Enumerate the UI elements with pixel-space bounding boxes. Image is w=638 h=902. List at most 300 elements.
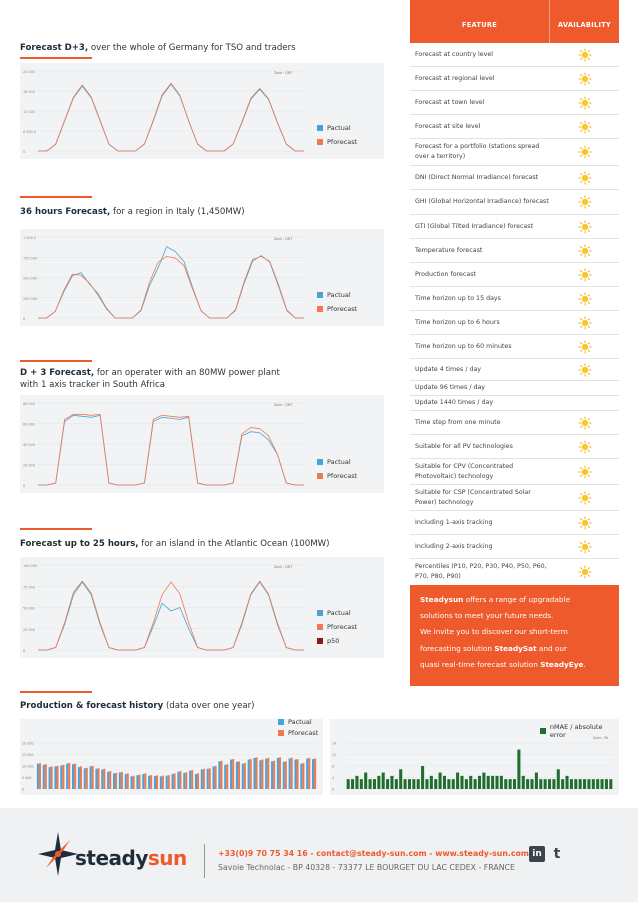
availability-cell [550,287,619,310]
bar [168,775,170,789]
bar [74,764,76,789]
legend-label: Pactual [327,291,351,299]
table-row [410,359,619,381]
bar [399,769,402,789]
legend-swatch [278,719,284,725]
legend-item [317,455,357,469]
bar [179,771,181,789]
bar [119,772,121,789]
bar [482,773,485,789]
table-row [410,535,619,559]
sun-icon [578,72,592,86]
bar [238,761,240,789]
feature-label: GTI (Global Tilted Irradiance) forecast [415,222,534,230]
legend-label: Pactual [327,124,351,132]
bar [160,776,162,789]
table-row [410,559,619,586]
bar [347,779,350,789]
availability-cell [550,166,619,189]
legend-swatch [317,139,323,145]
sun-icon [578,244,592,258]
feature-label: Forecast at town level [415,98,485,106]
bar [45,764,47,789]
bar [596,779,599,789]
availability-cell [550,411,619,434]
section-rule [20,360,92,362]
bar [306,759,308,789]
twitter-icon[interactable]: t [553,846,561,862]
legend-label: Pforecast [288,728,319,737]
legend-item [317,121,357,135]
bar [434,779,437,789]
y-tick-label: 0 [23,484,26,488]
bar [552,779,555,789]
feature-label: Update 96 times / day [415,384,486,391]
steadysun-logo-icon [38,832,78,876]
chart-island [20,557,384,658]
bar [220,761,222,789]
linkedin-icon[interactable]: in [529,846,545,862]
timezone-label: Zone : GMT [274,403,293,407]
bar [355,776,358,789]
availability-cell [550,335,619,358]
sun-icon [578,48,592,62]
bar [570,779,573,789]
legend-label: Pforecast [327,305,358,313]
bar [256,757,258,789]
bar [487,776,490,789]
bar [72,764,74,789]
table-row [410,287,619,311]
bar [166,776,168,789]
table-row [410,396,619,411]
y-tick-label: 0 [22,787,25,792]
bar [491,776,494,789]
section-rule [20,196,92,198]
bar [267,758,269,789]
bar [504,779,507,789]
bar [203,769,205,789]
feature-label: Temperature forecast [415,246,483,254]
availability-cell [550,511,619,534]
bar [417,779,420,789]
bar [259,760,261,789]
bar [92,766,94,789]
sun-icon [578,340,592,354]
bar [452,779,455,789]
bar [136,775,138,789]
steadysun-logo: steadysun [75,846,187,870]
timezone-label: Zone : GMT [274,565,293,569]
table-row [410,335,619,359]
bar [68,763,70,789]
bar [144,773,146,789]
bar [369,779,372,789]
legend-item [317,302,357,316]
bar [185,772,187,789]
section-rule [20,691,92,693]
y-tick-label: 20 000 [23,463,35,468]
chart-south-africa [20,395,384,493]
y-tick-label: 12 000 [23,110,35,114]
bar [66,764,68,789]
legend-label: Pforecast [327,138,358,146]
sun-icon [578,416,592,430]
chart-legend [317,121,357,149]
bar [162,776,164,789]
bar [201,769,203,789]
bar [609,779,612,789]
series-line-pforecast [38,256,304,318]
table-row [410,311,619,335]
legend-item [317,135,357,149]
availability-cell [550,359,619,380]
bar [209,768,211,789]
feature-label: Suitable for all PV technologies [415,442,513,450]
bar [412,779,415,789]
bar [509,779,512,789]
table-row [410,459,619,485]
feature-label: Forecast for a portfolio (stations spread over a territory) [415,143,540,160]
bar [156,775,158,789]
bar [605,779,608,789]
bar [579,779,582,789]
y-tick-label: 75 000 [23,585,35,590]
bar [107,772,109,789]
series-line-pforecast [38,414,304,485]
availability-cell [550,215,619,238]
bar [300,764,302,789]
bar [125,774,127,789]
table-row [410,239,619,263]
footer-contact[interactable]: +33(0)9 70 75 34 16 - contact@steady-sun.com - www.steady-sun.com [218,849,529,858]
bar [133,776,135,789]
sun-icon [578,96,592,110]
availability-cell [550,381,619,395]
bar [456,773,459,789]
y-tick-label: 20 000 [22,741,34,746]
chart-legend [317,455,357,483]
bar [56,766,58,789]
chart-history-nmae [330,719,619,795]
legend-item [317,606,357,620]
y-tick-label: 18 000 [23,90,35,94]
y-tick-label: 12 [332,753,337,757]
y-tick-label: 5 000 [22,776,32,780]
bar [535,773,538,789]
sun-icon [578,440,592,454]
bar [80,766,82,789]
legend-swatch [317,473,323,479]
footer-divider [204,844,205,878]
sun-icon [578,465,592,479]
chart-italy [20,229,384,326]
bar [191,770,193,789]
bar [404,779,407,789]
bar [439,773,442,789]
availability-cell [550,559,619,585]
bar [469,776,472,789]
bar [39,763,41,789]
chart-legend [317,606,357,648]
feature-label: Time horizon up to 6 hours [415,318,500,326]
legend-item [317,634,357,648]
bar [495,776,498,789]
availability-cell [550,263,619,286]
bar [150,775,152,789]
y-tick-label: 8 [332,764,335,769]
series-line-pactual [38,582,304,650]
chart-legend [278,716,318,738]
y-tick-label: 50 000 [23,606,35,611]
bar [232,759,234,789]
section-title-germany: Forecast D+3, over the whole of Germany for TSO and traders [20,43,296,53]
footer [0,808,638,902]
bar [425,779,428,789]
bar [224,765,226,789]
y-tick-label: 500 000 [23,276,38,281]
bar [279,757,281,789]
bar [443,776,446,789]
feature-label: Forecast at regional level [415,74,495,82]
bar [308,758,310,789]
bar [248,760,250,789]
timezone-label: Zone : GMT [274,71,293,75]
bar [142,774,144,789]
bar [587,779,590,789]
legend-label: Pactual [327,458,351,466]
bar [236,762,238,789]
bar [177,772,179,789]
legend-item [278,727,318,738]
bar [113,773,115,789]
bar [297,759,299,789]
bar [226,764,228,789]
table-row [410,43,619,67]
bar [351,779,354,789]
y-tick-label: 25 000 [23,627,35,632]
availability-cell [550,115,619,138]
legend-item [278,716,318,727]
availability-cell [550,91,619,114]
y-tick-label: 100 000 [23,564,38,568]
feature-label: Time horizon up to 60 minutes [415,342,512,350]
promo-box: Steadysun offers a range of upgradable solutions to meet your future needs. We invite you to discover our short-term forecasting solution SteadySat and our quasi real-time forecast solution SteadyEye. [410,585,619,686]
feature-label: Production forecast [415,270,476,278]
y-tick-label: 24 000 [23,70,35,74]
availability-cell [550,67,619,90]
bar [291,758,293,789]
bar [360,779,363,789]
legend-label: Pactual [327,609,351,617]
series-line-pactual [38,415,304,485]
bar [172,774,174,789]
bar [197,773,199,789]
feature-table [410,0,619,586]
legend-swatch [317,292,323,298]
y-tick-label: 0 [23,317,26,321]
feature-label: Percentiles (P10, P20, P30, P40, P50, P60, P70, P80, P90) [415,563,547,580]
bar [43,765,45,789]
bar [557,769,560,789]
bar [517,750,520,789]
table-row [410,115,619,139]
sun-icon [578,120,592,134]
sun-icon [578,171,592,185]
feature-label: Suitable for CSP (Concentrated Solar Power) technology [415,488,531,506]
legend-swatch [317,125,323,131]
availability-cell [550,535,619,558]
bar [183,773,185,789]
bar [386,779,389,789]
legend-swatch [278,730,284,736]
legend-swatch [317,459,323,465]
bar [373,779,376,789]
bar [312,759,314,789]
bar [253,758,255,789]
feature-label: Forecast at country level [415,50,494,58]
bar [474,779,477,789]
bar [421,766,424,789]
legend-label: p50 [327,637,340,645]
feature-label: Suitable for CPV (Concentrated Photovoltaic) technology [415,462,514,480]
y-tick-label: 250 000 [23,296,38,301]
section-rule [20,57,92,59]
y-tick-label: 6 000.0 [23,130,36,134]
bar [377,776,380,789]
bar [465,779,468,789]
y-tick-label: 0 [332,787,335,792]
sun-icon [578,316,592,330]
bar [138,775,140,789]
bar [213,766,215,789]
bar [273,761,275,789]
table-row [410,91,619,115]
table-row [410,166,619,190]
legend-swatch [317,306,323,312]
bar [242,764,244,789]
availability-cell [550,435,619,458]
bar [530,779,533,789]
sun-icon [578,491,592,505]
timezone-label: Zone : GMT [274,237,293,241]
bar [447,779,450,789]
sun-icon [578,363,592,377]
bar [265,759,267,789]
feature-label: Time horizon up to 15 days [415,294,501,302]
bar [97,768,99,789]
bar [430,776,433,789]
bar [283,762,285,789]
y-tick-label: 15 000 [22,753,34,757]
bar [103,769,105,789]
y-tick-label: 40 000 [23,443,35,447]
bar [54,766,56,789]
bar [60,766,62,789]
chart-history-production [20,719,323,795]
y-tick-label: 80 000 [23,402,35,406]
bar [390,776,393,789]
bar [86,768,88,789]
series-line-pforecast [38,581,304,650]
bar [526,779,529,789]
header-availability: AVAILABILITY [557,21,612,29]
feature-label: GHI (Global Horizontal Irradiance) forecast [415,198,549,205]
y-tick-label: 750 000 [23,256,38,261]
bar [148,776,150,789]
bar [548,779,551,789]
bar [500,776,503,789]
table-header [410,0,619,43]
legend-label: Pforecast [327,623,358,631]
table-row [410,215,619,239]
sun-icon [578,540,592,554]
legend-item [317,288,357,302]
bar [230,760,232,789]
bar [513,779,516,789]
availability-cell [550,311,619,334]
bar [539,779,542,789]
bar [78,767,80,789]
bar [561,779,564,789]
bar [601,779,604,789]
table-row [410,511,619,535]
bar [195,774,197,789]
bar [154,776,156,789]
bar [271,761,273,789]
bar [49,767,51,789]
series-line-pforecast [38,83,304,151]
bar [218,761,220,789]
bar [382,773,385,789]
table-row [410,435,619,459]
bar [302,763,304,789]
feature-label: Update 1440 times / day [415,399,494,406]
legend-label: nMAE / absolute error [549,722,603,739]
feature-label: Including 1-axis tracking [415,518,493,526]
availability-cell [550,139,619,165]
feature-label: Update 4 times / day [415,365,482,373]
bar [215,766,217,789]
table-row [410,411,619,435]
availability-cell [550,459,619,484]
y-tick-label: 14 [332,741,337,746]
bar [364,773,367,789]
table-row [410,381,619,396]
legend-swatch [540,728,546,734]
bar [90,766,92,789]
table-row [410,139,619,166]
table-row [410,485,619,511]
bar [174,773,176,789]
feature-label: Time step from one minute [415,418,501,426]
bar [95,769,97,789]
bar [294,760,296,789]
section-title-history: Production & forecast history (data over one year) [20,701,255,711]
availability-cell [550,396,619,410]
legend-label: Pactual [288,717,312,726]
bar [250,759,252,789]
bar [109,771,111,789]
availability-cell [550,239,619,262]
feature-label: DNI (Direct Normal Irradiance) forecast [415,173,539,181]
bar [127,773,129,789]
sun-icon [578,516,592,530]
bar [277,758,279,789]
bar [544,779,547,789]
section-rule [20,528,92,530]
bar [84,768,86,789]
